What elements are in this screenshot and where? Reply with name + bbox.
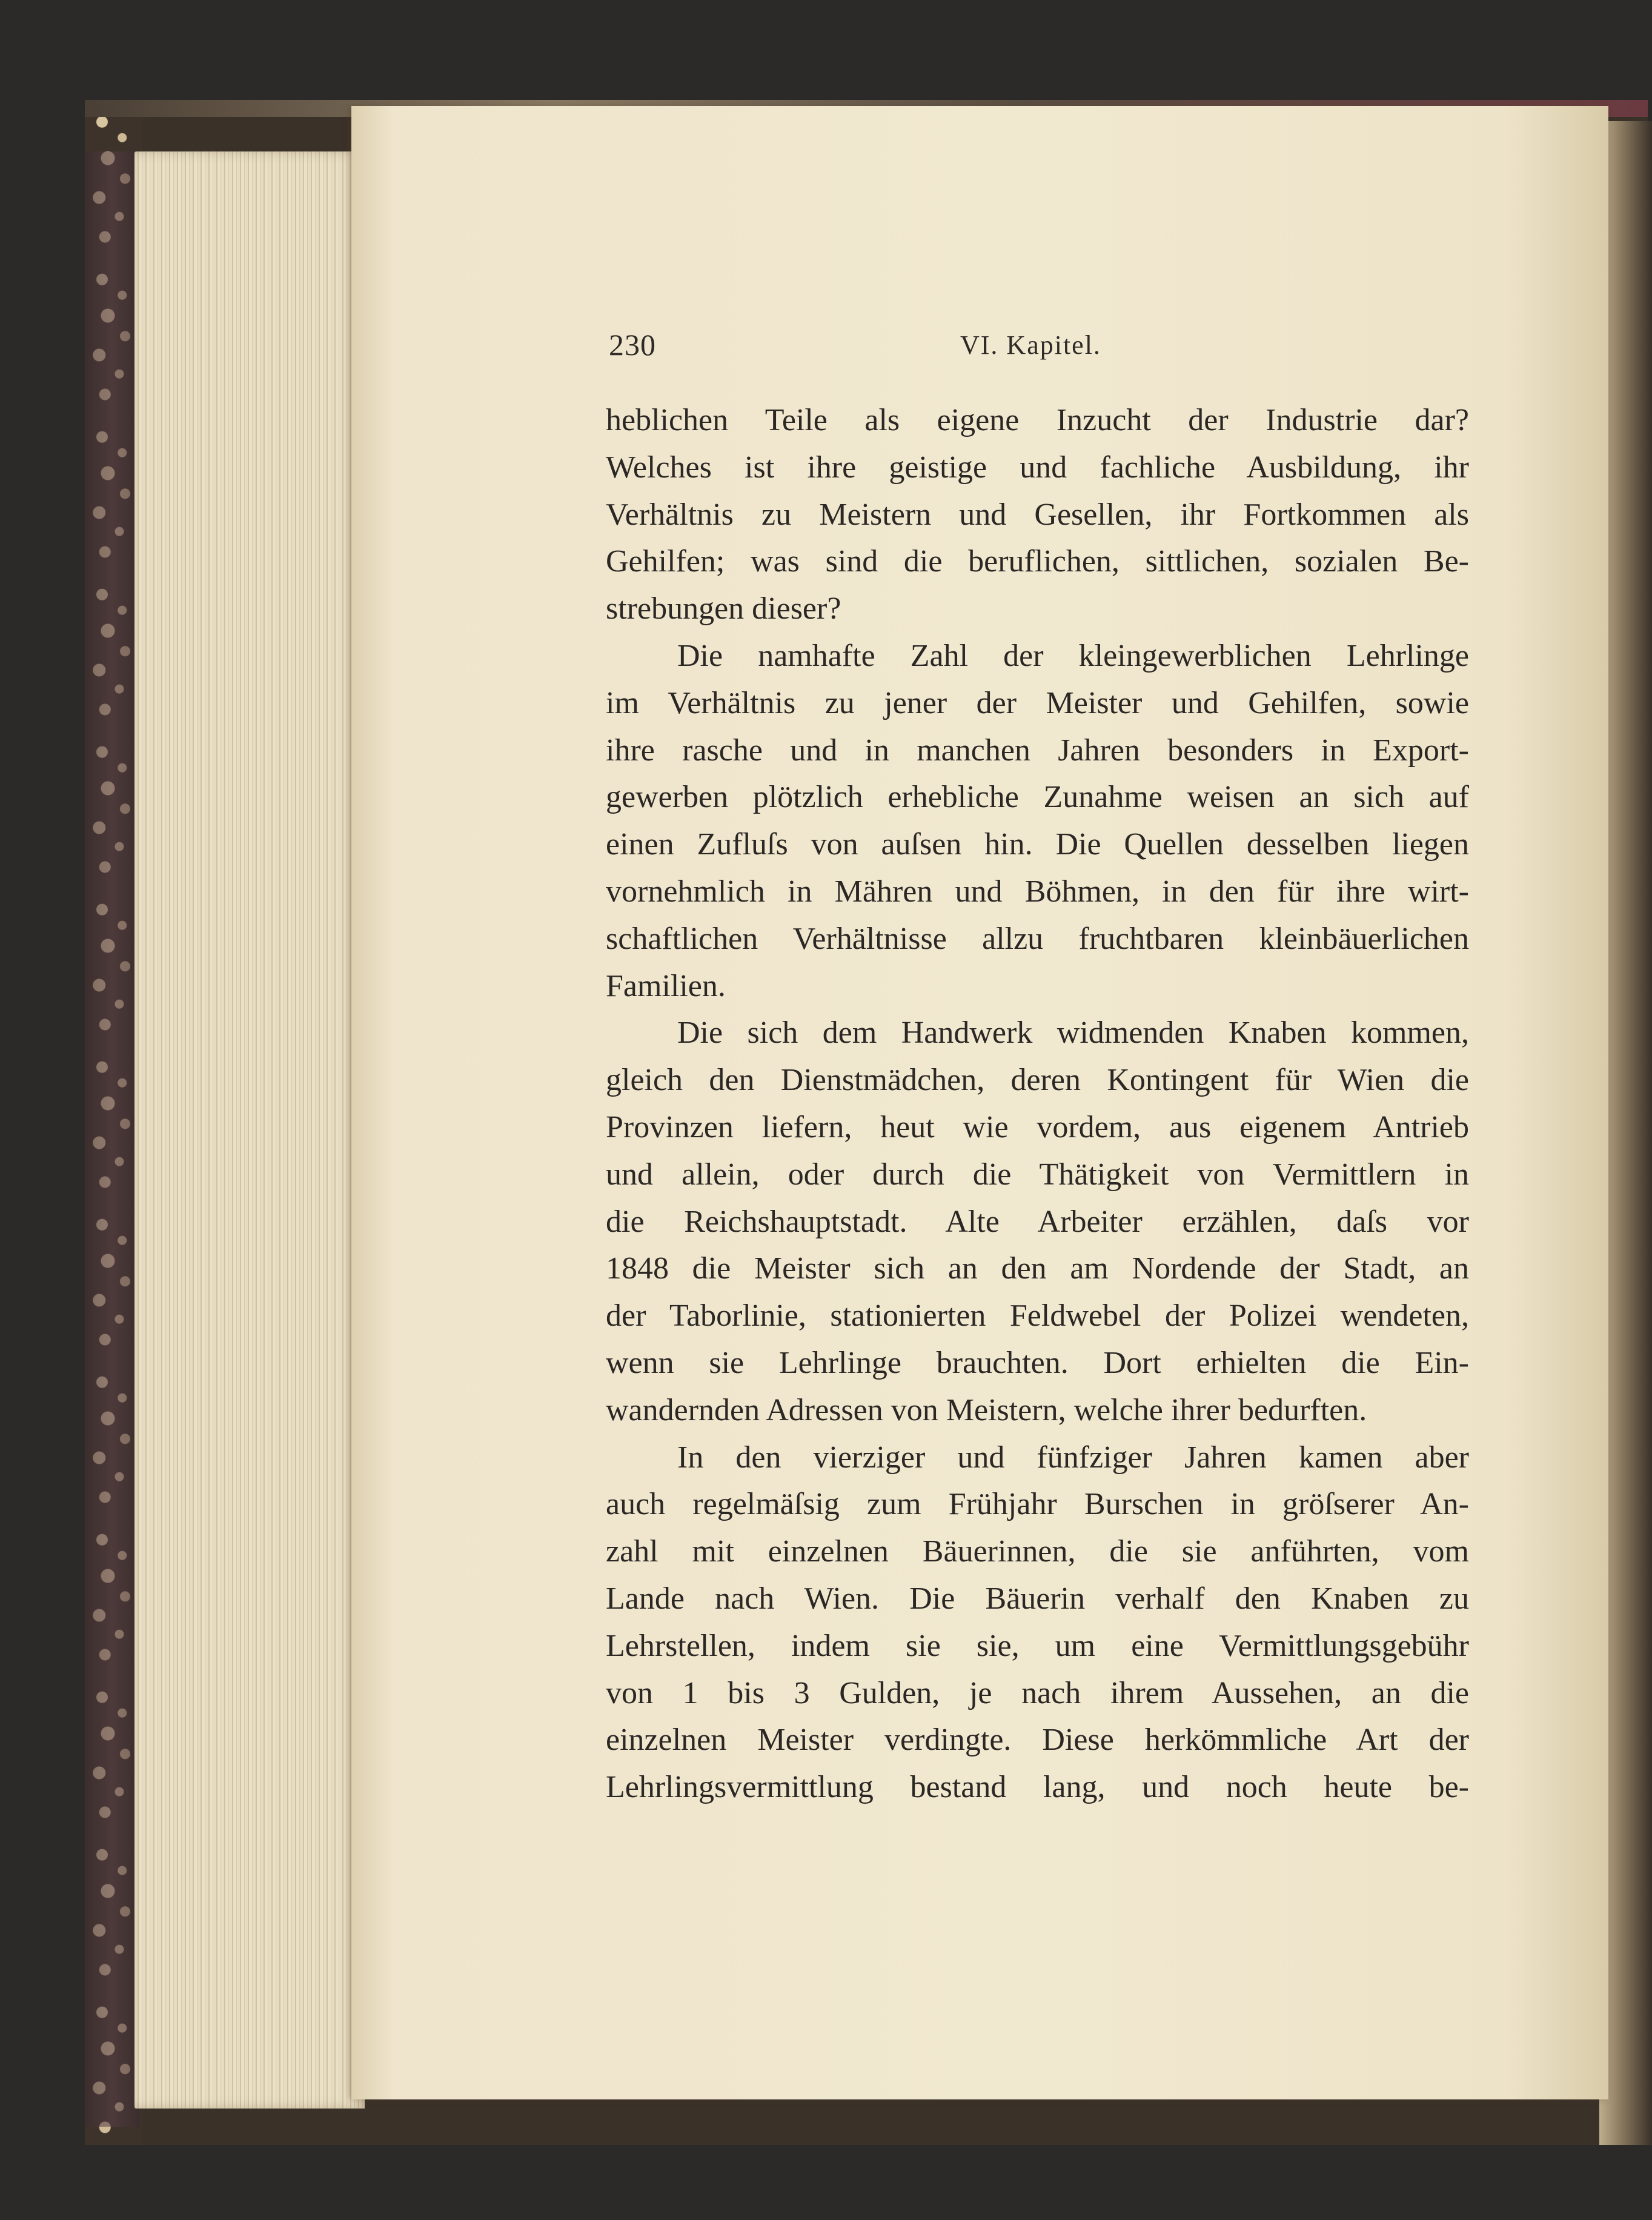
text-line: zahl mit einzelnen Bäuerinnen, die sie anführten, vom xyxy=(606,1534,1469,1569)
text-line: schaftlichen Verhältnisse allzu fruchtbaren kleinbäuerlichen xyxy=(606,921,1469,956)
text-line: im Verhältnis zu jener der Meister und Gehilfen, sowie xyxy=(606,685,1469,720)
text-line: wenn sie Lehrlinge brauchten. Dort erhielten die Ein- xyxy=(606,1345,1469,1380)
page-number: 230 xyxy=(609,328,656,362)
text-line: der Taborlinie, stationierten Feldwebel der Polizei wendeten, xyxy=(606,1298,1469,1334)
text-line: Die namhafte Zahl der kleingewerblichen Lehrlinge xyxy=(677,638,1469,673)
text-line: In den vierziger und fünfziger Jahren kamen aber xyxy=(677,1440,1469,1475)
body-text xyxy=(606,397,1469,1811)
paragraph xyxy=(606,397,1469,633)
text-line: einzelnen Meister verdingte. Diese herkömmliche Art der xyxy=(606,1723,1469,1758)
text-line: heblichen Teile als eigene Inzucht der Industrie dar? xyxy=(606,403,1469,437)
text-line: strebungen dieser? xyxy=(606,591,841,626)
paragraph xyxy=(606,1434,1469,1811)
text-line: wandernden Adressen von Meistern, welche ihrer bedurften. xyxy=(606,1392,1367,1427)
text-line: ihre rasche und in manchen Jahren besonders in Export- xyxy=(606,733,1469,768)
text-line: vornehmlich in Mähren und Böhmen, in den für ihre wirt- xyxy=(606,874,1469,909)
page-header xyxy=(609,327,1457,370)
text-line: Verhältnis zu Meistern und Gesellen, ihr Fortkommen als xyxy=(606,497,1469,532)
text-line: die Reichshauptstadt. Alte Arbeiter erzählen, daſs vor xyxy=(606,1204,1469,1239)
text-line: Lehrstellen, indem sie sie, um eine Vermittlungsgebühr xyxy=(606,1628,1469,1663)
text-line: 1848 die Meister sich an den am Nordende der Stadt, an xyxy=(606,1251,1469,1286)
paragraph xyxy=(606,1009,1469,1434)
text-line: einen Zufluſs von auſsen hin. Die Quellen desselben liegen xyxy=(606,827,1469,862)
text-line: Gehilfen; was sind die beruflichen, sittlichen, sozialen Be- xyxy=(606,544,1469,579)
text-line: Lehrlingsvermittlung bestand lang, und noch heute be- xyxy=(606,1770,1469,1805)
text-line: Provinzen liefern, heut wie vordem, aus eigenem Antrieb xyxy=(606,1109,1469,1145)
running-head: VI. Kapitel. xyxy=(960,330,1101,360)
paragraph xyxy=(606,633,1469,1009)
text-line: gleich den Dienstmädchen, deren Kontingent für Wien die xyxy=(606,1063,1469,1098)
spine-leather xyxy=(85,151,139,2127)
page-edges-stack xyxy=(134,151,365,2109)
text-line: gewerben plötzlich erhebliche Zunahme weisen an sich auf xyxy=(606,780,1469,815)
text-line: von 1 bis 3 Gulden, je nach ihrem Aussehen, an die xyxy=(606,1675,1469,1710)
text-line: Die sich dem Handwerk widmenden Knaben kommen, xyxy=(677,1015,1469,1051)
text-line: Lande nach Wien. Die Bäuerin verhalf den Knaben zu xyxy=(606,1581,1469,1616)
text-line: auch regelmäſsig zum Frühjahr Burschen in gröſserer An- xyxy=(606,1487,1469,1522)
text-line: und allein, oder durch die Thätigkeit von Vermittlern in xyxy=(606,1157,1469,1192)
text-line: Familien. xyxy=(606,968,726,1003)
text-line: Welches ist ihre geistige und fachliche Ausbildung, ihr xyxy=(606,450,1469,485)
